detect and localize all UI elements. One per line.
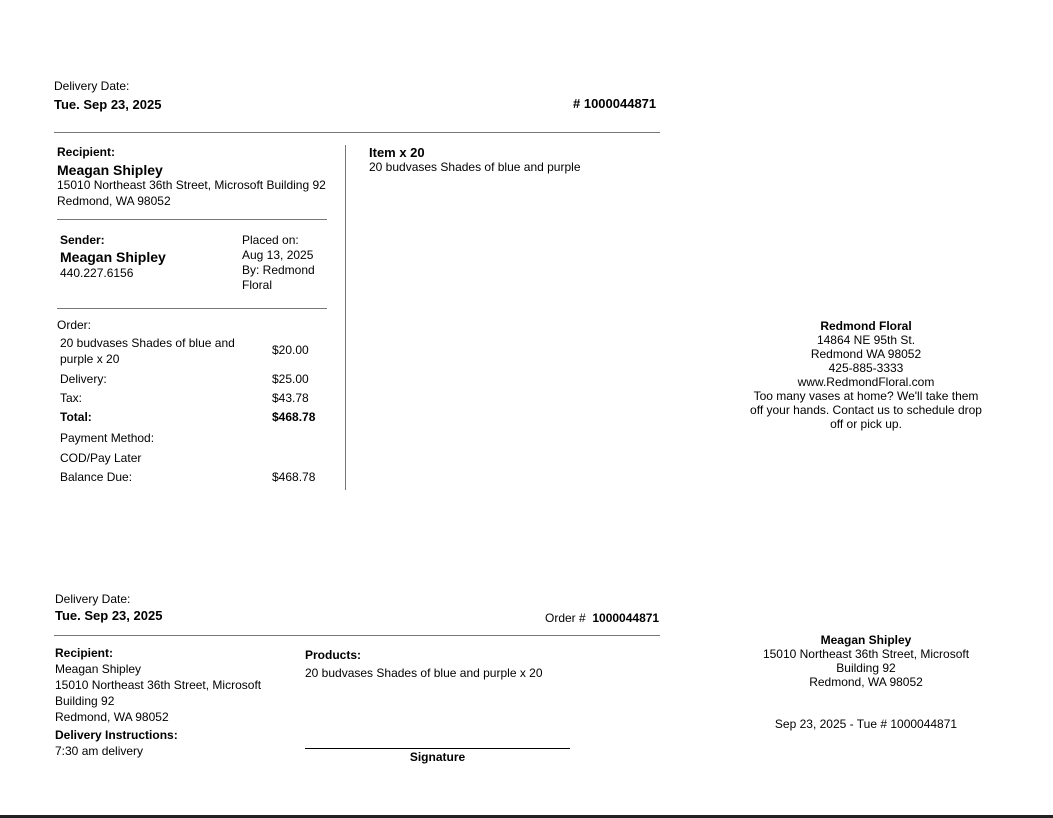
balance-due-value: $468.78 [272,470,316,484]
order-item-price: $20.00 [272,343,309,357]
bottom-recipient-label: Recipient: [55,646,114,660]
delivery-date: Tue. Sep 23, 2025 [54,97,162,112]
top-divider [54,132,660,133]
total-value: $468.78 [272,410,316,424]
bottom-delivery-date-label: Delivery Date: [55,592,131,606]
label-address-line2: Building 92 [836,661,896,675]
shop-note-line3: off or pick up. [830,417,902,431]
label-name: Meagan Shipley [820,633,912,647]
shop-website: www.RedmondFloral.com [797,375,935,389]
shop-info [741,319,991,431]
order-item-line1: 20 budvases Shades of blue and [60,336,235,350]
shop-address: 14864 NE 95th St. [816,333,916,347]
recipient-label: Recipient: [57,145,116,159]
payment-method-label: Payment Method: [60,431,155,445]
label-footer: Sep 23, 2025 - Tue # 1000044871 [774,717,958,731]
bottom-order-number [545,611,659,625]
tax-value: $43.78 [272,391,309,405]
products-label: Products: [305,648,362,662]
bottom-recipient-address-line3: Redmond, WA 98052 [55,710,169,724]
bottom-recipient-name: Meagan Shipley [55,662,142,676]
delivery-fee-label: Delivery: [60,372,107,386]
sender-label: Sender: [60,233,105,247]
placed-by-line1: By: Redmond [242,263,315,277]
shop-name: Redmond Floral [820,319,912,333]
bottom-divider [54,635,660,636]
balance-due-label: Balance Due: [60,470,133,484]
sender-phone: 440.227.6156 [60,266,134,280]
order-item [60,335,235,367]
bottom-delivery-date: Tue. Sep 23, 2025 [55,608,163,623]
delivery-date-label: Delivery Date: [54,79,130,93]
signature-line [305,748,570,749]
order-item-line2: purple x 20 [60,352,120,366]
bottom-recipient-address-line2: Building 92 [55,694,115,708]
delivery-instructions-label: Delivery Instructions: [55,728,178,742]
shop-phone: 425-885-3333 [828,361,904,375]
placed-on-label: Placed on: [242,233,299,247]
recipient-address-line2: Redmond, WA 98052 [57,194,171,208]
bottom-order-value: 1000044871 [592,611,660,625]
placed-by-line2: Floral [242,278,273,292]
shop-note-line1: Too many vases at home? We'll take them [753,389,979,403]
payment-method: COD/Pay Later [60,451,142,465]
products-list: 20 budvases Shades of blue and purple x 20 [305,666,543,680]
bottom-recipient-address-line1: 15010 Northeast 36th Street, Microsoft [55,678,262,692]
bottom-recipient [55,661,261,725]
bottom-order-label: Order # [545,611,586,625]
recipient-divider [57,219,327,220]
mailing-label [741,633,991,689]
label-address-line1: 15010 Northeast 36th Street, Microsoft [762,647,970,661]
label-address-line3: Redmond, WA 98052 [809,675,923,689]
sender-name: Meagan Shipley [60,249,166,265]
item-title: Item x 20 [369,145,425,160]
recipient-name: Meagan Shipley [57,162,163,178]
delivery-fee-value: $25.00 [272,372,309,386]
tax-label: Tax: [60,391,83,405]
order-number: # 1000044871 [573,96,657,111]
item-description: 20 budvases Shades of blue and purple [369,160,581,174]
recipient-address-line1: 15010 Northeast 36th Street, Microsoft Building 92 [57,178,326,192]
total-label: Total: [60,410,92,424]
delivery-instructions: 7:30 am delivery [55,744,144,758]
shop-note-line2: off your hands. Contact us to schedule drop [750,403,982,417]
sender-divider [57,308,327,309]
placed-on [242,233,315,293]
column-divider [345,145,346,490]
placed-on-date: Aug 13, 2025 [242,248,314,262]
shop-city: Redmond WA 98052 [810,347,922,361]
signature-label: Signature [409,750,466,764]
order-label: Order: [57,318,92,332]
